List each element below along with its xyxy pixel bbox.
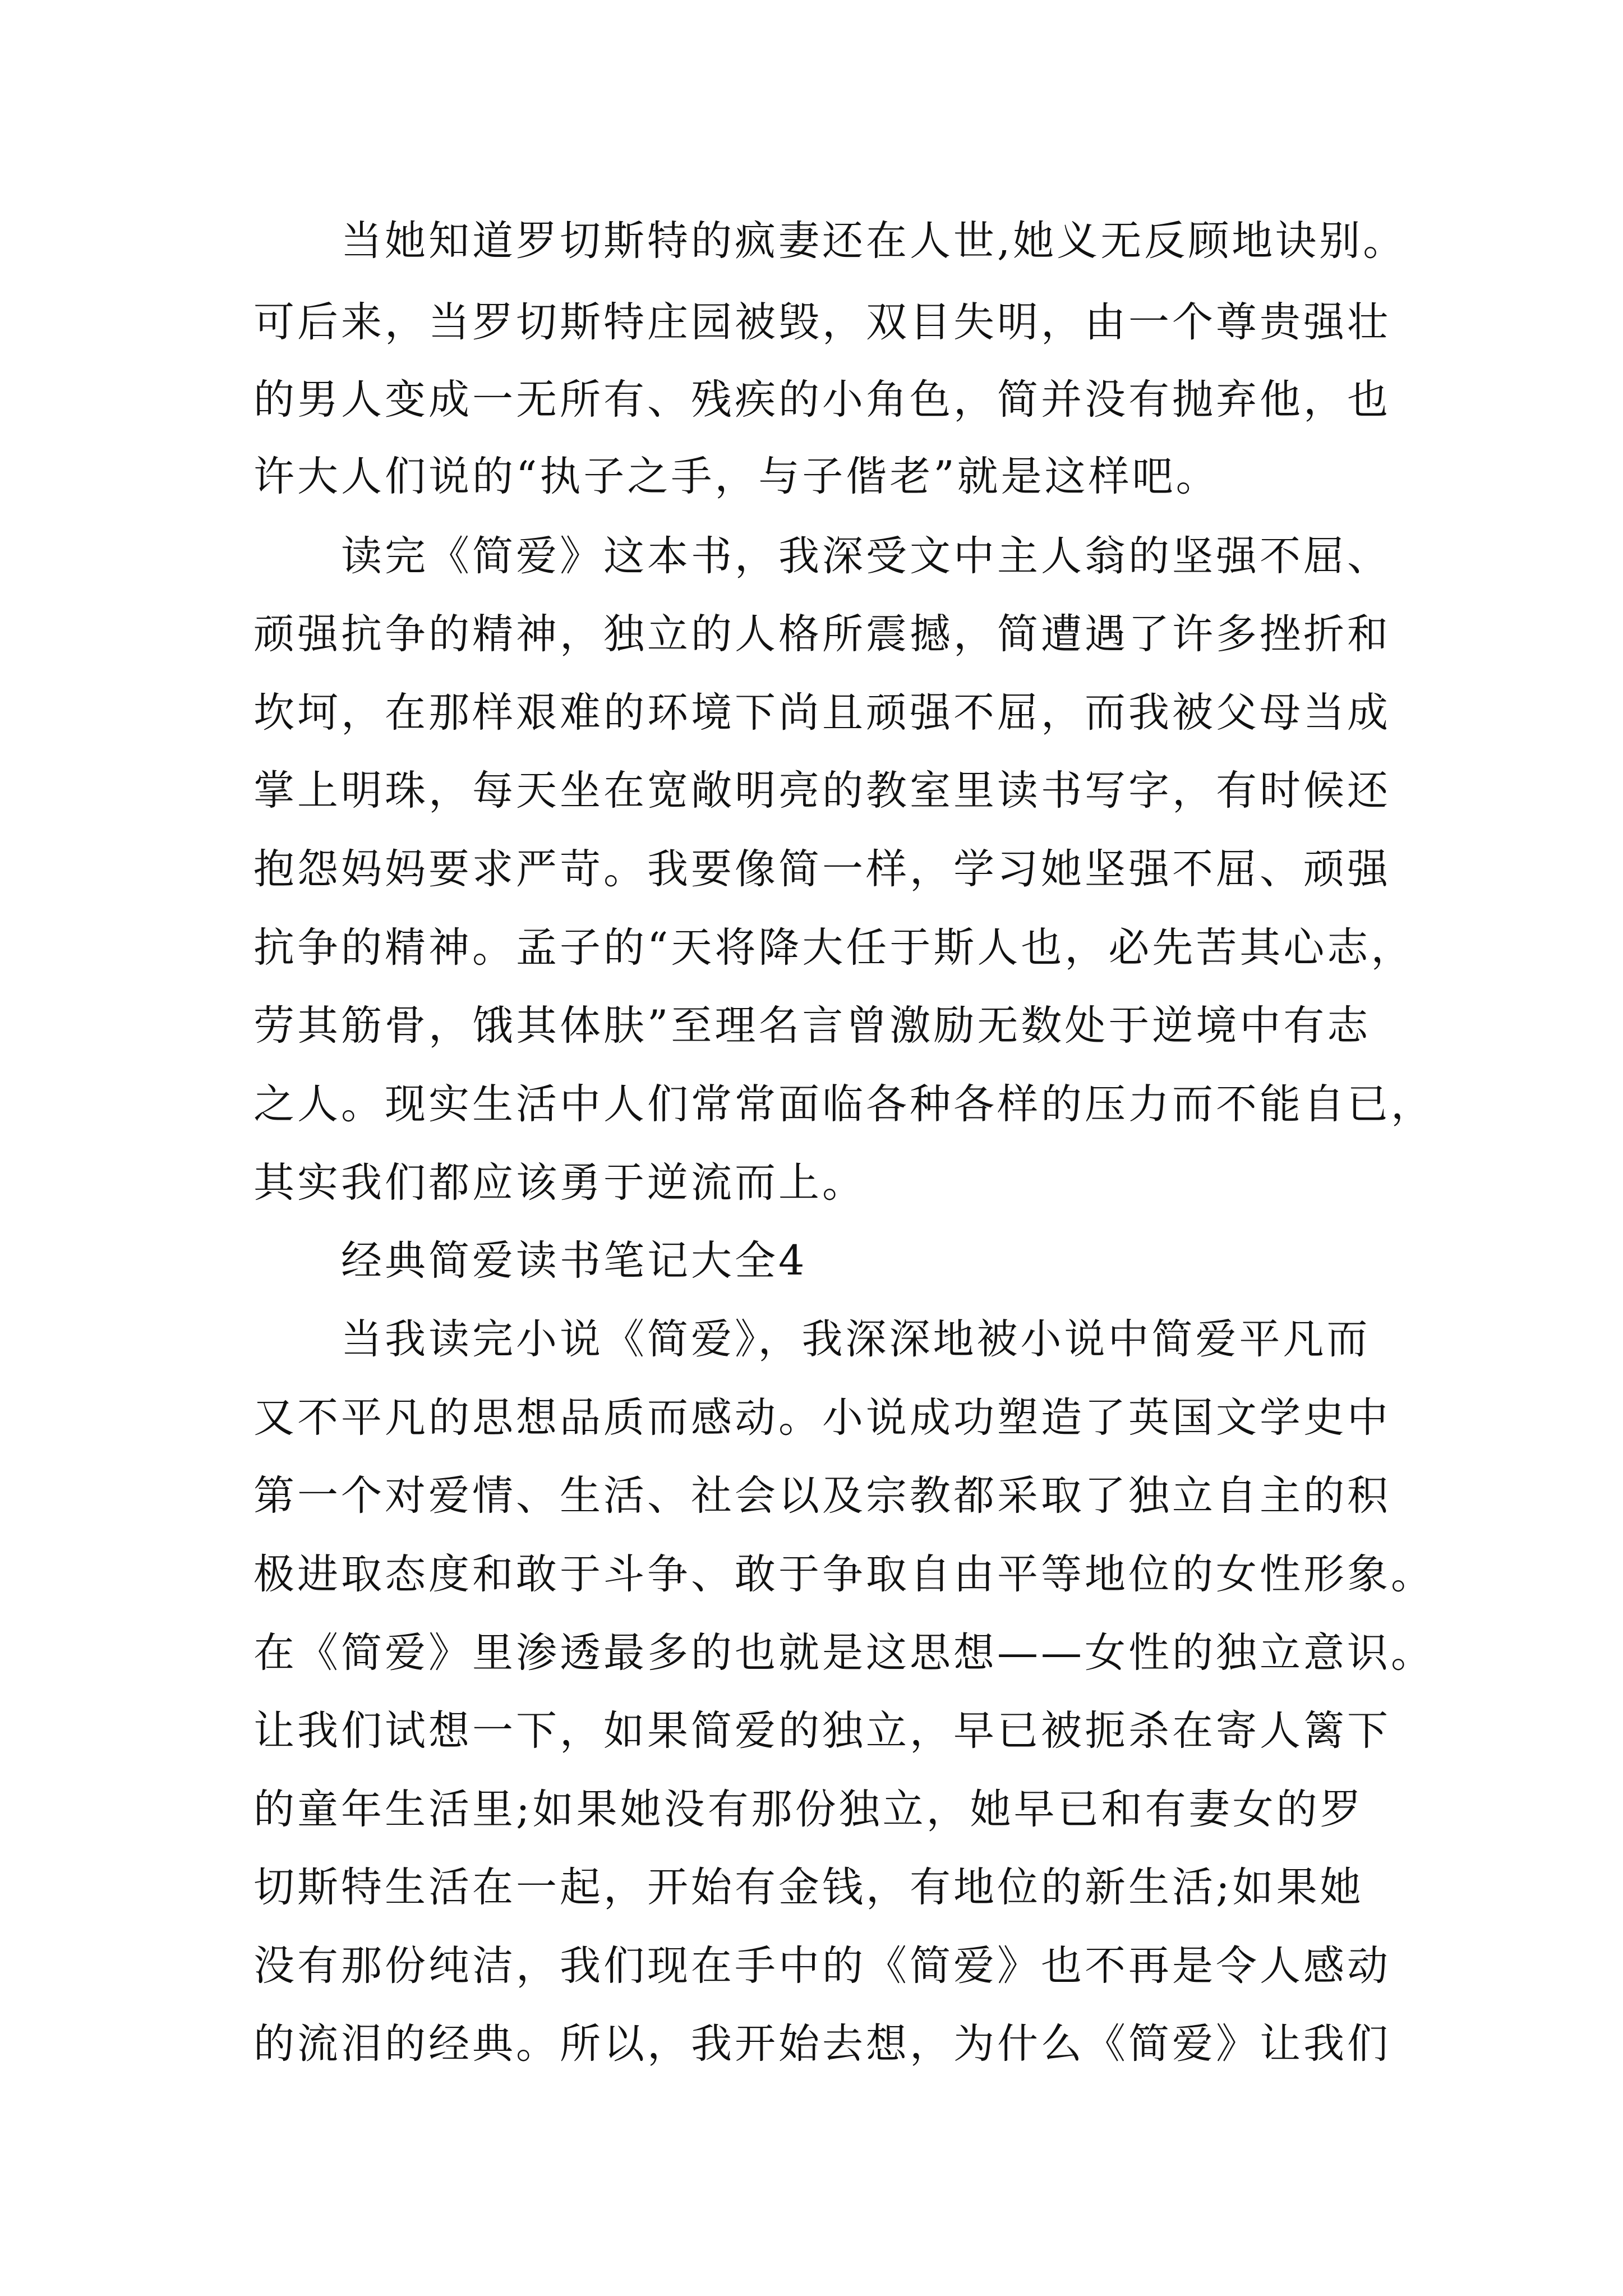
text-line: 可后来，当罗切斯特庄园被毁，双目失明，由一个尊贵强壮 xyxy=(253,298,1391,346)
text-line: 让我们试想一下，如果简爱的独立，早已被扼杀在寄人篱下 xyxy=(253,1707,1391,1755)
text-line: 劳其筋骨，饿其体肤”至理名言曾激励无数处于逆境中有志 xyxy=(253,1002,1371,1050)
text-line: 许大人们说的“执子之手，与子偕老”就是这样吧。 xyxy=(253,453,1220,500)
text-line: 的童年生活里;如果她没有那份独立，她早已和有妻女的罗 xyxy=(253,1786,1364,1833)
text-line: 抗争的精神。孟子的“天将降大任于斯人也，必先苦其心志， xyxy=(253,924,1415,972)
text-line: 当我读完小说《简爱》，我深深地被小说中简爱平凡而 xyxy=(341,1315,1371,1363)
text-line: 在《简爱》里渗透最多的也就是这思想——女性的独立意识。 xyxy=(253,1629,1435,1677)
text-line: 当她知道罗切斯特的疯妻还在人世,她义无反顾地诀别。 xyxy=(341,217,1407,265)
text-line: 极进取态度和敢于斗争、敢于争取自由平等地位的女性形象。 xyxy=(253,1550,1435,1598)
section-heading: 经典简爱读书笔记大全4 xyxy=(341,1237,808,1285)
text-line: 的男人变成一无所有、残疾的小角色，简并没有抛弃他，也 xyxy=(253,376,1391,424)
text-line: 坎坷，在那样艰难的环境下尚且顽强不屈，而我被父母当成 xyxy=(253,689,1391,737)
text-line: 读完《简爱》这本书，我深受文中主人翁的坚强不屈、 xyxy=(341,532,1391,580)
text-line: 顽强抗争的精神，独立的人格所震撼，简遭遇了许多挫折和 xyxy=(253,610,1391,658)
text-line: 又不平凡的思想品质而感动。小说成功塑造了英国文学史中 xyxy=(253,1394,1391,1442)
text-line: 的流泪的经典。所以，我开始去想，为什么《简爱》让我们 xyxy=(253,2020,1391,2068)
text-line: 之人。现实生活中人们常常面临各种各样的压力而不能自已， xyxy=(253,1080,1435,1128)
text-line: 掌上明珠，每天坐在宽敞明亮的教室里读书写字，有时候还 xyxy=(253,767,1391,815)
text-line: 其实我们都应该勇于逆流而上。 xyxy=(253,1159,866,1207)
text-line: 没有那份纯洁，我们现在手中的《简爱》也不再是令人感动 xyxy=(253,1942,1391,1990)
text-line: 第一个对爱情、生活、社会以及宗教都采取了独立自主的积 xyxy=(253,1472,1391,1520)
text-line: 抱怨妈妈要求严苛。我要像简一样，学习她坚强不屈、顽强 xyxy=(253,845,1391,893)
text-line: 切斯特生活在一起，开始有金钱，有地位的新生活;如果她 xyxy=(253,1864,1364,1911)
